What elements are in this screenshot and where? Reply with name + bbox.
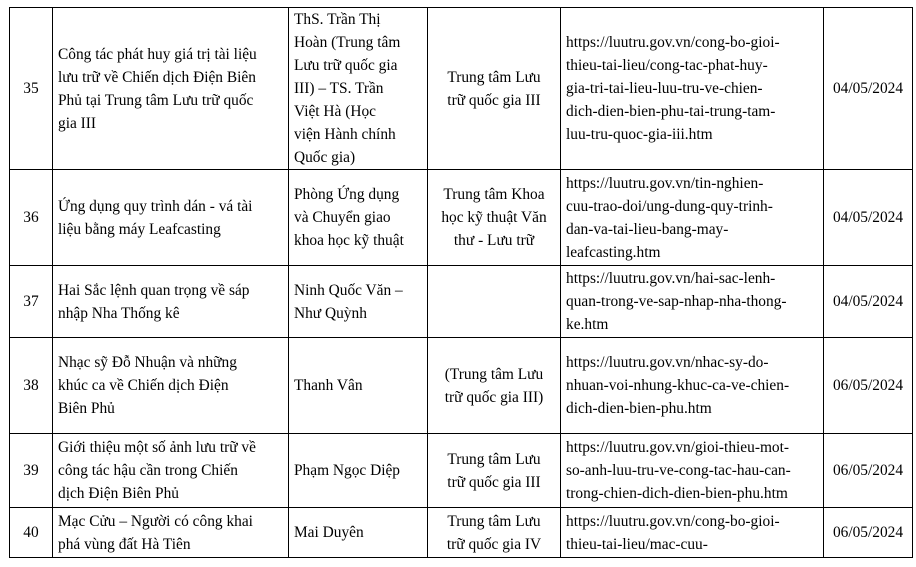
article-link-line[interactable]: thieu-tai-lieu/cong-tac-phat-huy-: [566, 57, 768, 74]
article-author-line: Như Quỳnh: [294, 304, 367, 322]
article-unit-line: (Trung tâm Lưu: [444, 365, 544, 383]
article-unit-line: trữ quốc gia III: [447, 91, 541, 109]
article-unit-cell: [428, 434, 561, 508]
article-unit-line: Trung tâm Lưu: [447, 450, 541, 468]
publish-date-cell: [824, 508, 913, 558]
article-link-line[interactable]: luu-tru-quoc-gia-iii.htm: [566, 126, 713, 143]
article-title-cell: [53, 8, 289, 170]
article-unit-cell: [428, 508, 561, 558]
publish-date: 04/05/2024: [832, 209, 904, 226]
row-number: 35: [23, 80, 39, 97]
article-unit-line: trữ quốc gia IV: [446, 535, 542, 553]
article-author-line: Phạm Ngọc Diệp: [294, 462, 401, 479]
article-unit-cell: [428, 170, 561, 266]
publish-date: 06/05/2024: [832, 524, 904, 541]
article-title-line: gia III: [58, 114, 97, 132]
row-number-cell: [10, 338, 53, 434]
article-title-line: Ứng dụng quy trình dán - vá tài: [58, 197, 253, 215]
article-author-line: khoa học kỹ thuật: [294, 232, 404, 249]
article-unit-line: trữ quốc gia III: [447, 473, 541, 491]
row-number-cell: [10, 508, 53, 558]
article-title-line: Hai Sắc lệnh quan trọng về sáp: [58, 281, 250, 299]
article-title-cell: [53, 434, 289, 508]
article-unit-line: trữ quốc gia III): [444, 388, 544, 406]
row-number: 40: [23, 524, 39, 541]
article-author-cell: [289, 170, 428, 266]
article-link-line[interactable]: https://luutru.gov.vn/cong-bo-gioi-: [566, 512, 780, 530]
article-title-cell: [53, 266, 289, 338]
table-row: [10, 8, 913, 170]
article-author-line: Phòng Ứng dụng: [294, 186, 400, 203]
article-table: [9, 7, 913, 558]
article-link-line[interactable]: cuu-trao-doi/ung-dung-quy-trinh-: [566, 197, 773, 215]
article-unit-line: thư - Lưu trữ: [453, 232, 535, 249]
article-title-line: dịch Điện Biên Phủ: [58, 485, 179, 502]
article-title-line: Biên Phủ: [58, 400, 115, 417]
article-link-line[interactable]: https://luutru.gov.vn/gioi-thieu-mot-: [566, 439, 790, 456]
table-row: [10, 508, 913, 558]
article-title-line: nhập Nha Thống kê: [58, 304, 180, 322]
row-number: 36: [23, 209, 39, 226]
article-link-cell[interactable]: [561, 266, 824, 338]
article-author-cell: [289, 508, 428, 558]
article-author-cell: [289, 338, 428, 434]
article-title-line: Nhạc sỹ Đỗ Nhuận và những: [58, 354, 237, 371]
article-title-line: Giới thiệu một số ảnh lưu trữ về: [58, 439, 256, 456]
article-author-cell: [289, 266, 428, 338]
article-author-cell: [289, 8, 428, 170]
article-unit-line: học kỹ thuật Văn: [441, 209, 547, 226]
article-link-line[interactable]: trong-chien-dich-dien-bien-phu.htm: [566, 485, 788, 502]
article-author-line: Hoàn (Trung tâm: [294, 34, 401, 51]
article-author-line: Việt Hà (Học: [294, 103, 376, 120]
article-title-cell: [53, 338, 289, 434]
article-unit-line: Trung tâm Lưu: [447, 512, 541, 530]
article-author-line: III) – TS. Trần: [294, 80, 384, 97]
article-link-line[interactable]: https://luutru.gov.vn/hai-sac-lenh-: [566, 270, 776, 287]
article-title-line: Công tác phát huy giá trị tài liệu: [58, 45, 257, 63]
article-link-line[interactable]: thieu-tai-lieu/mac-cuu-: [566, 535, 708, 553]
row-number-cell: [10, 266, 53, 338]
article-link-line[interactable]: https://luutru.gov.vn/tin-nghien-: [566, 174, 764, 192]
publish-date-cell: [824, 338, 913, 434]
publish-date: 04/05/2024: [832, 80, 904, 97]
article-link-line[interactable]: nhuan-voi-nhung-khuc-ca-ve-chien-: [566, 377, 790, 394]
article-link-line[interactable]: https://luutru.gov.vn/cong-bo-gioi-: [566, 34, 780, 51]
article-author-line: Ninh Quốc Văn –: [294, 281, 403, 299]
article-author-line: Mai Duyên: [294, 524, 364, 541]
publish-date: 06/05/2024: [832, 462, 904, 479]
table-row: [10, 434, 913, 508]
article-link-cell[interactable]: [561, 508, 824, 558]
row-number: 38: [23, 377, 39, 394]
article-link-line[interactable]: ke.htm: [566, 316, 609, 333]
article-author-line: Lưu trữ quốc gia: [294, 57, 398, 74]
row-number-cell: [10, 434, 53, 508]
article-link-line[interactable]: dich-dien-bien-phu.htm: [566, 400, 712, 417]
publish-date: 04/05/2024: [832, 293, 904, 310]
article-unit-cell: [428, 8, 561, 170]
article-author-line: và Chuyển giao: [294, 209, 391, 226]
article-title-line: Phủ tại Trung tâm Lưu trữ quốc: [58, 91, 254, 109]
row-number: 39: [23, 462, 39, 479]
publish-date-cell: [824, 266, 913, 338]
article-link-line[interactable]: leafcasting.htm: [566, 243, 661, 261]
article-author-line: viện Hành chính: [294, 126, 396, 143]
article-link-line[interactable]: quan-trong-ve-sap-nhap-nha-thong-: [566, 293, 787, 310]
article-title-line: Mạc Cửu – Người có công khai: [58, 512, 253, 530]
article-title-cell: [53, 170, 289, 266]
article-author-line: Thanh Vân: [294, 377, 363, 394]
article-title-cell: [53, 508, 289, 558]
publish-date: 06/05/2024: [832, 377, 904, 394]
article-link-cell[interactable]: [561, 170, 824, 266]
article-link-cell[interactable]: [561, 434, 824, 508]
article-link-cell[interactable]: [561, 338, 824, 434]
article-title-line: lưu trữ về Chiến dịch Điện Biên: [58, 68, 256, 86]
row-number: 37: [23, 293, 39, 310]
table-row: [10, 170, 913, 266]
article-author-line: ThS. Trần Thị: [294, 11, 381, 28]
article-title-line: khúc ca về Chiến dịch Điện: [58, 377, 229, 394]
article-link-line[interactable]: https://luutru.gov.vn/nhac-sy-do-: [566, 354, 769, 371]
article-link-line[interactable]: dich-dien-bien-phu-tai-trung-tam-: [566, 103, 776, 120]
article-title-line: công tác hậu cần trong Chiến: [58, 462, 238, 479]
article-link-line[interactable]: dan-va-tai-lieu-bang-may-: [566, 220, 729, 238]
article-author-line: Quốc gia): [294, 149, 356, 166]
article-title-line: liệu bằng máy Leafcasting: [58, 220, 221, 238]
article-link-cell[interactable]: [561, 8, 824, 170]
article-link-line[interactable]: so-anh-luu-tru-ve-cong-tac-hau-can-: [566, 462, 791, 479]
publish-date-cell: [824, 434, 913, 508]
article-title-line: phá vùng đất Hà Tiên: [58, 535, 191, 553]
publish-date-cell: [824, 170, 913, 266]
table-row: [10, 266, 913, 338]
article-unit-cell: [428, 266, 561, 338]
row-number-cell: [10, 170, 53, 266]
publish-date-cell: [824, 8, 913, 170]
article-unit-line: Trung tâm Khoa: [443, 186, 545, 203]
article-author-cell: [289, 434, 428, 508]
article-link-line[interactable]: gia-tri-tai-lieu-luu-tru-ve-chien-: [566, 80, 763, 97]
row-number-cell: [10, 8, 53, 170]
table-row: [10, 338, 913, 434]
article-unit-cell: [428, 338, 561, 434]
article-unit-line: Trung tâm Lưu: [447, 68, 541, 86]
